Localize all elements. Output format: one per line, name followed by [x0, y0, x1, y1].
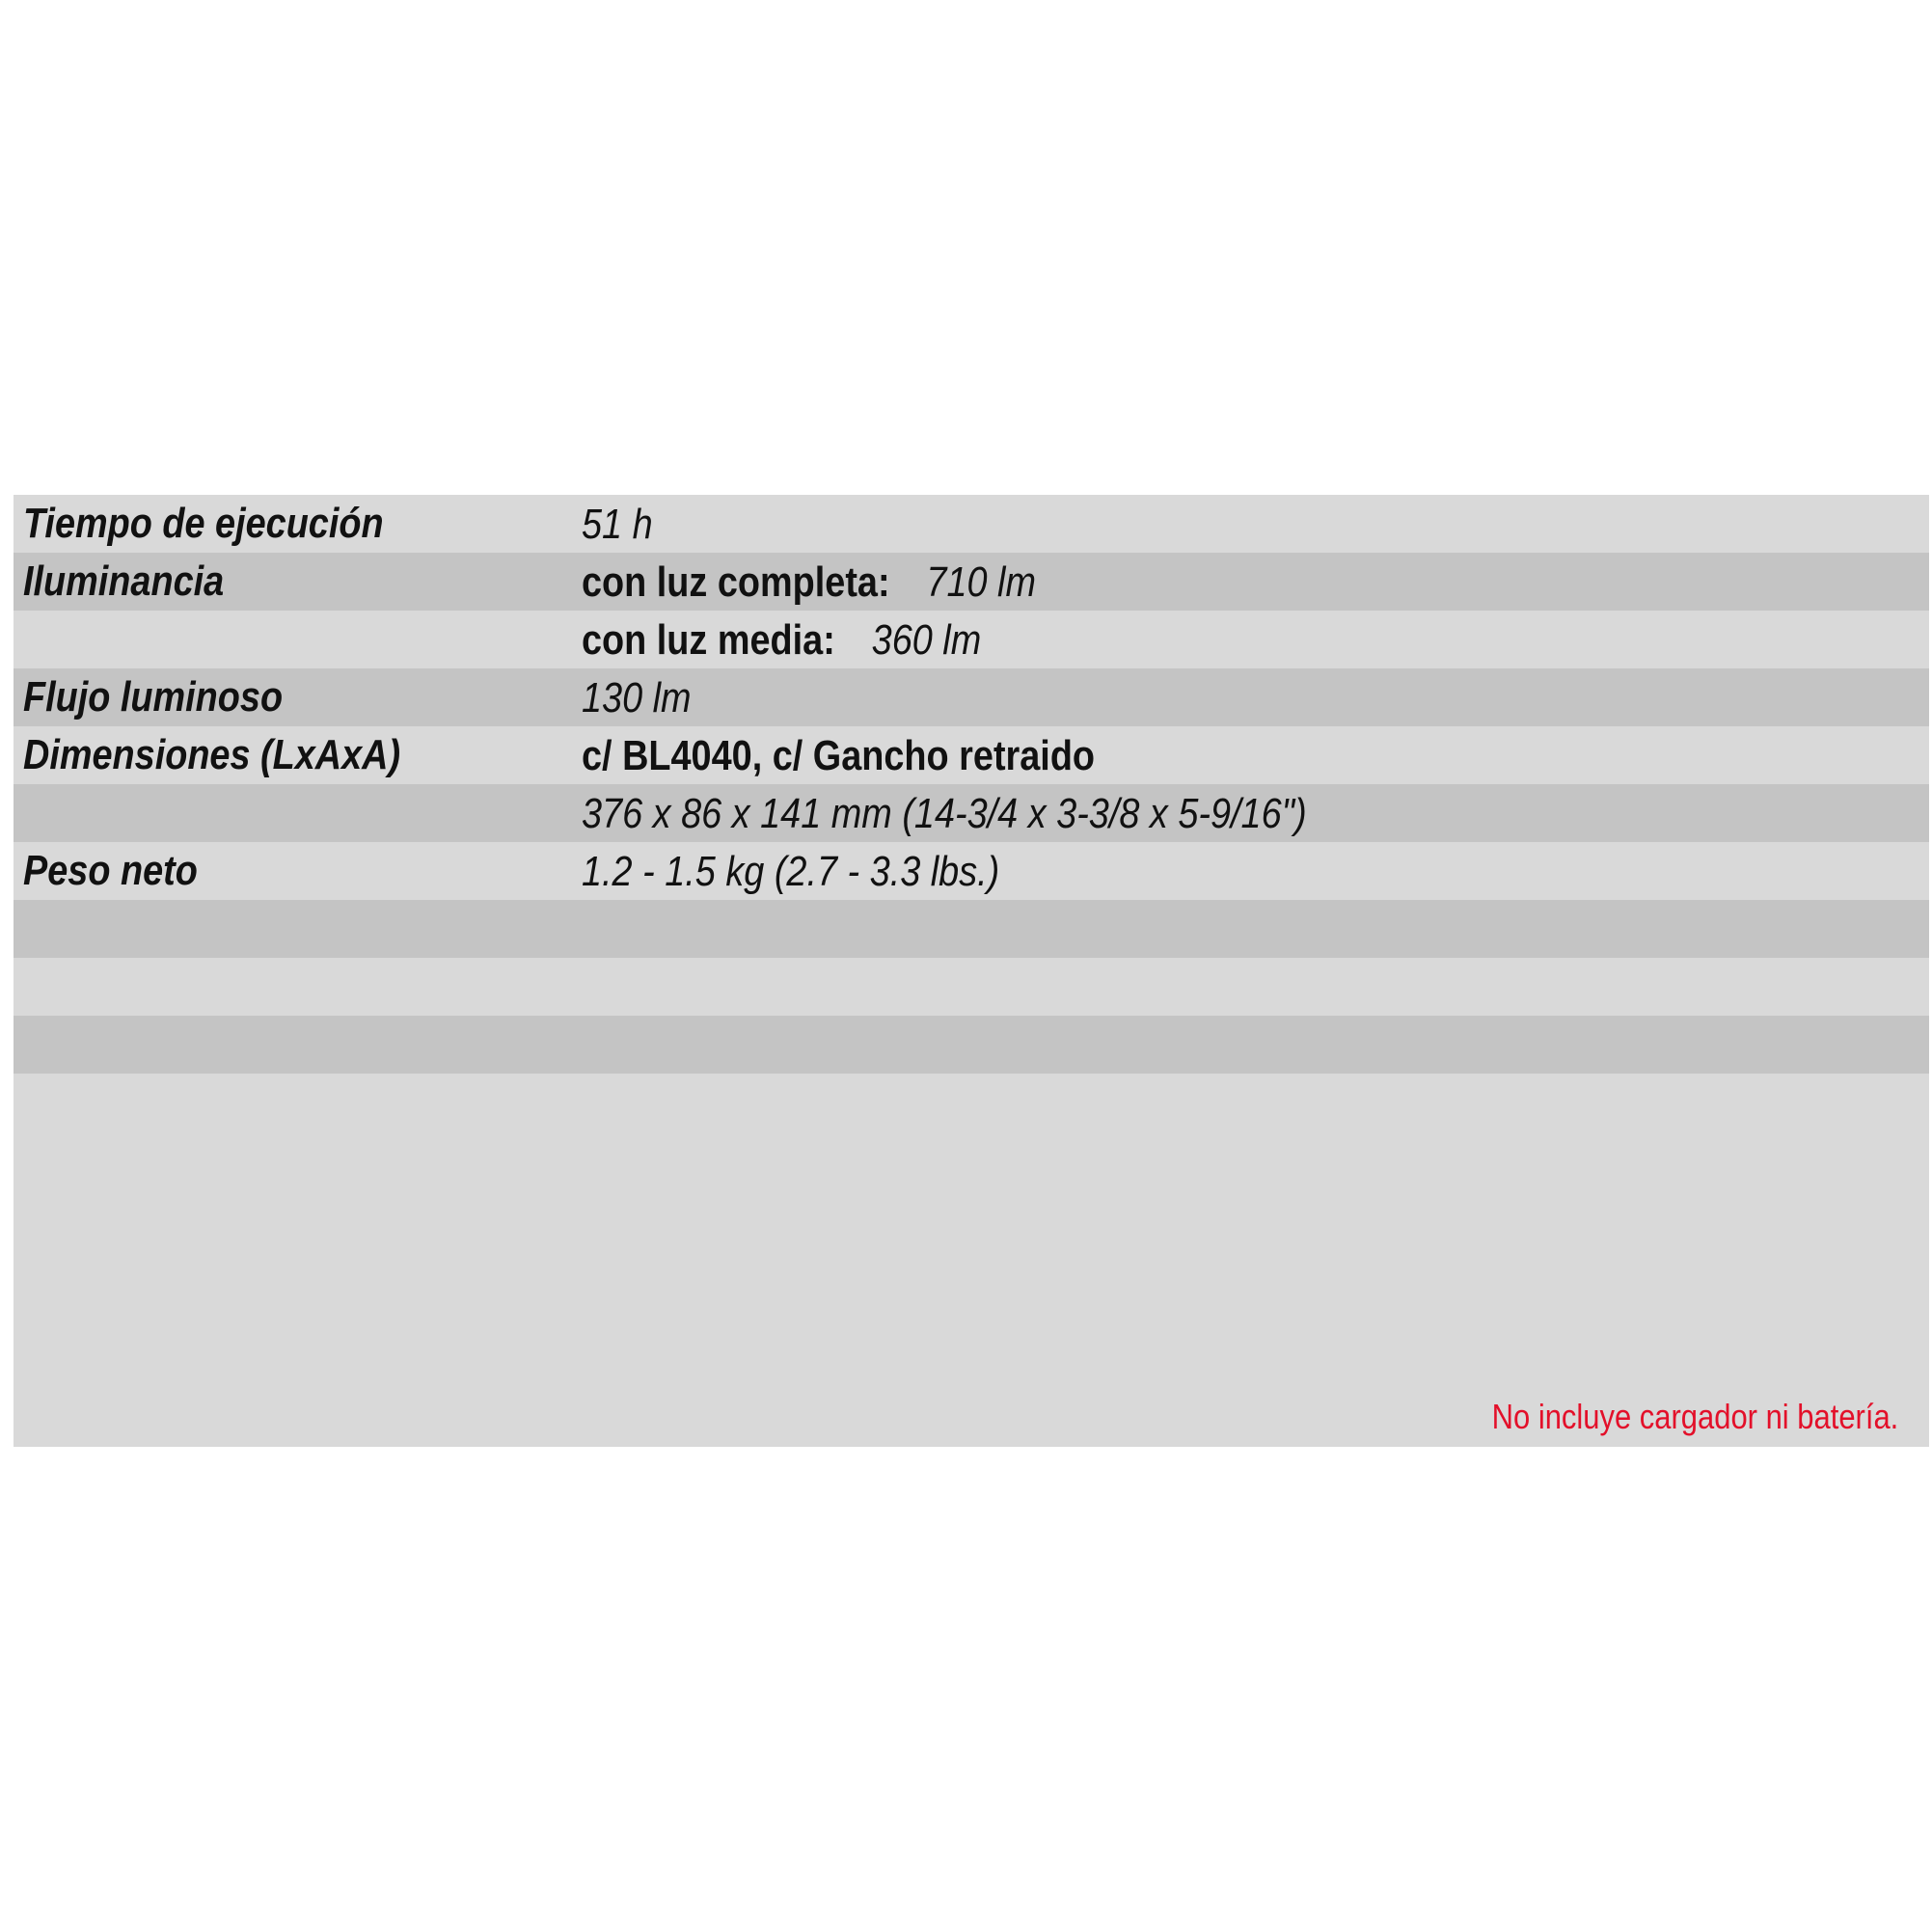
spec-value: c/ BL4040, c/ Gancho retraido [582, 732, 1096, 779]
spec-value [582, 553, 1036, 611]
spec-value: 376 x 86 x 141 mm (14-3/4 x 3-3/8 x 5-9/16") [582, 790, 1307, 837]
spec-row-runtime [14, 495, 1929, 553]
disclaimer-note: No incluye cargador ni batería. [1491, 1397, 1898, 1436]
spec-value: 130 lm [582, 674, 692, 721]
spec-sub-label: con luz media: [582, 616, 835, 664]
spec-row-net-weight [14, 842, 1929, 900]
spec-value: 51 h [582, 501, 653, 548]
spec-sub-value: 710 lm [926, 558, 1036, 606]
spec-label: Peso neto [23, 847, 198, 894]
spec-label: Tiempo de ejecución [23, 500, 384, 547]
spec-value [582, 611, 981, 668]
spec-label: Dimensiones (LxAxA) [23, 731, 401, 778]
spec-value: 1.2 - 1.5 kg (2.7 - 3.3 lbs.) [582, 848, 1000, 895]
spec-row-empty [14, 958, 1929, 1016]
spec-row-empty [14, 900, 1929, 958]
spec-table [14, 495, 1929, 1447]
spec-row-dimensions [14, 726, 1929, 784]
spec-row-luminous-flux [14, 668, 1929, 726]
spec-row-dimensions-values [14, 784, 1929, 842]
spec-label: Iluminancia [23, 558, 225, 605]
spec-sub-value: 360 lm [871, 616, 982, 664]
spec-label: Flujo luminoso [23, 673, 284, 721]
spec-sub-label: con luz completa: [582, 558, 890, 606]
spec-row-empty [14, 1016, 1929, 1074]
spec-row-illuminance-full [14, 553, 1929, 611]
spec-row-illuminance-medium [14, 611, 1929, 668]
